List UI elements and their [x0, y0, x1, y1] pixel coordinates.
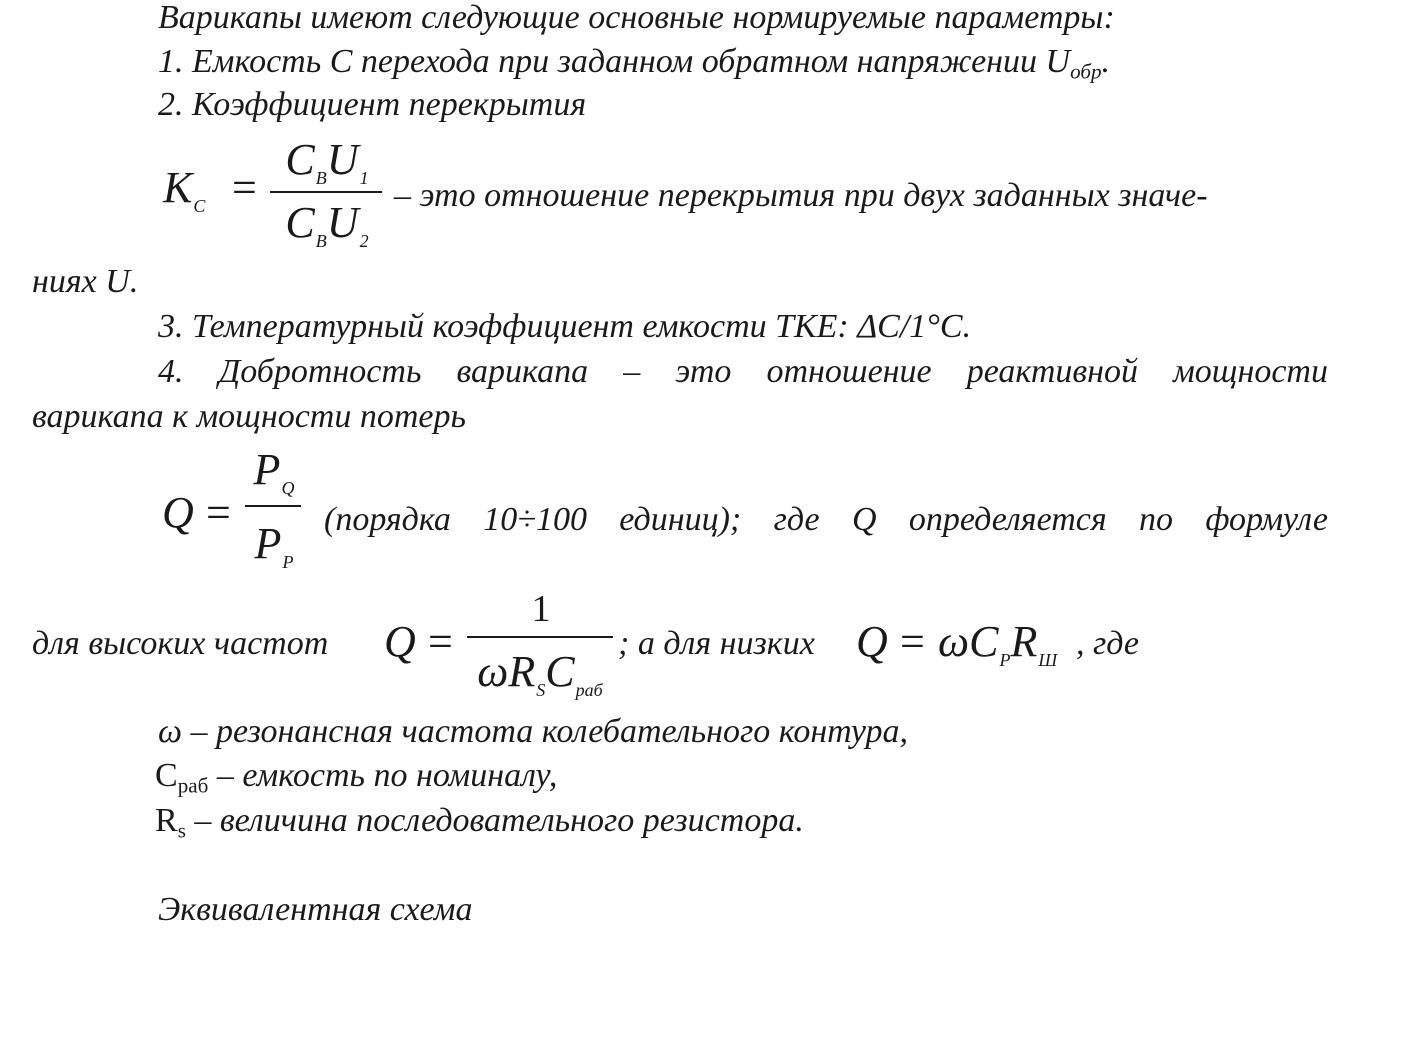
word: реактивной	[966, 353, 1139, 390]
lf-q: Q	[856, 617, 888, 666]
q-den-p-sub: P	[282, 551, 294, 572]
q-num-p-sub: Q	[281, 477, 295, 498]
item-4-line-1	[158, 352, 1328, 392]
hf-den-r: R	[508, 647, 536, 696]
word: Добротность	[218, 353, 422, 390]
lf-c: C	[969, 617, 999, 666]
kc-num-c-sub: B	[315, 167, 327, 188]
lf-eq: =	[900, 617, 925, 666]
def-omega-symbol: ω	[158, 713, 183, 750]
kc-num-u-sub: 1	[359, 167, 369, 188]
def-c-rab-sub: раб	[177, 773, 209, 798]
item-1	[158, 42, 1110, 82]
item-2-title: 2. Коэффициент перекрытия	[158, 86, 587, 123]
item-1-sub: обр	[1070, 59, 1102, 84]
formula-kc-eq: =	[232, 163, 257, 212]
word: (порядка	[324, 501, 451, 538]
hf-numerator: 1	[531, 588, 551, 630]
def-r-s-symbol: R	[155, 802, 178, 839]
hf-den-c: C	[545, 647, 575, 696]
formula-q-numerator	[246, 445, 302, 498]
def-c-rab-symbol: С	[155, 757, 178, 794]
word: это	[675, 353, 732, 390]
intro-text: Варикапы имеют следующие основные нормируемые параметры:	[158, 0, 1115, 36]
item-1-text: 1. Емкость С перехода при заданном обратном напряжении U	[158, 43, 1071, 80]
word: где	[773, 501, 820, 538]
q-num-p: P	[253, 445, 281, 494]
hf-q: Q	[384, 617, 416, 666]
lf-omega: ω	[938, 617, 970, 666]
kc-num-u: U	[326, 135, 359, 184]
item-4-line-2: варикапа к мощности потерь	[32, 398, 466, 435]
word: формуле	[1205, 501, 1328, 538]
lf-r: R	[1010, 617, 1038, 666]
formula-q-fraction-bar	[245, 505, 301, 507]
section-title: Эквивалентная схема	[158, 891, 473, 928]
formula-kc-denominator	[272, 198, 382, 251]
def-c-rab	[155, 756, 557, 796]
def-c-rab-text: – емкость по номиналу,	[216, 757, 558, 794]
def-omega-text: – резонансная частота колебательного контура,	[190, 713, 909, 750]
kc-den-c: C	[285, 198, 315, 247]
formula-q-lhs: Q	[162, 488, 194, 537]
word: варикапа	[456, 353, 589, 390]
item-4-after-formula	[324, 500, 1328, 540]
hf-mid: ; а для низких	[618, 625, 815, 662]
word: единиц);	[619, 501, 742, 538]
kc-den-u-sub: 2	[359, 230, 369, 251]
kc-symbol: K	[163, 163, 193, 212]
lf-suffix: , где	[1076, 625, 1139, 662]
word: Q	[851, 501, 877, 538]
hf-den-r-sub: S	[536, 679, 546, 700]
word: 10÷100	[483, 501, 587, 538]
hf-denominator	[464, 647, 616, 700]
def-r-s-sub: s	[177, 818, 186, 843]
kc-den-u: U	[326, 198, 359, 247]
formula-kc-lhs	[163, 163, 206, 216]
def-omega	[158, 712, 908, 752]
hf-eq: =	[428, 617, 453, 666]
lf-rhs	[938, 617, 1058, 670]
lf-c-sub: P	[999, 649, 1011, 670]
item-2-desc-line-2: ниях U.	[32, 263, 139, 300]
item-1-end: .	[1101, 43, 1110, 80]
formula-kc-fraction-bar	[270, 191, 382, 193]
kc-num-c: C	[285, 135, 315, 184]
word: –	[623, 353, 641, 390]
word: по	[1139, 501, 1174, 538]
q-den-p: P	[254, 519, 282, 568]
formula-q-eq: =	[206, 488, 231, 537]
lf-r-sub: Ш	[1038, 649, 1058, 670]
item-3: 3. Температурный коэффициент емкости ТКЕ: ΔС/1°С.	[158, 308, 972, 345]
hf-prefix: для высоких частот	[32, 625, 329, 662]
formula-kc-numerator	[272, 135, 382, 188]
def-r-s-text: – величина последовательного резистора.	[194, 802, 804, 839]
formula-q-denominator	[246, 519, 302, 572]
word: 4.	[158, 353, 184, 390]
item-2-desc-line-1: – это отношение перекрытия при двух заданных значе-	[394, 177, 1208, 214]
word: мощности	[1173, 353, 1328, 390]
word: определяется	[908, 501, 1107, 538]
hf-den-omega: ω	[477, 647, 509, 696]
word: отношение	[766, 353, 932, 390]
def-r-s	[155, 801, 804, 841]
hf-den-c-sub: раб	[575, 679, 603, 700]
kc-den-c-sub: B	[315, 230, 327, 251]
kc-sub: C	[193, 195, 206, 216]
hf-fraction-bar	[467, 636, 613, 638]
